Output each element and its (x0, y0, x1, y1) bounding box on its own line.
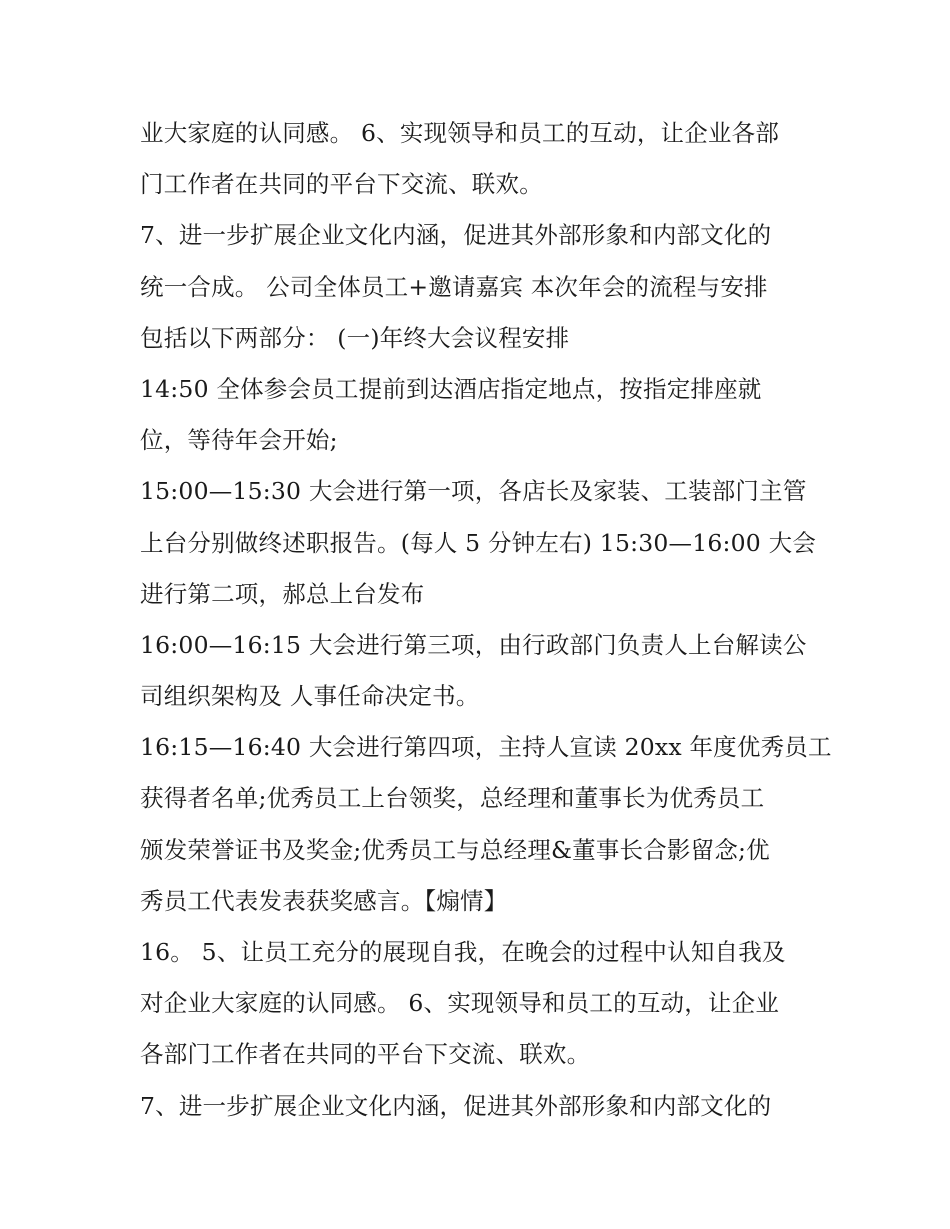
text-line: 16:00—16:15 大会进行第三项，由行政部门负责人上台解读公 (140, 630, 807, 659)
text-line: 门工作者在共同的平台下交流、联欢。 (140, 170, 543, 199)
text-line: 上台分别做终述职报告。(每人 5 分钟左右) 15:30—16:00 大会 (140, 528, 817, 557)
text-line: 各部门工作者在共同的平台下交流、联欢。 (140, 1040, 591, 1069)
text-line: 业大家庭的认同感。 6、实现领导和员工的互动，让企业各部 (140, 119, 780, 147)
text-line: 包括以下两部分： (一)年终大会议程安排 (140, 323, 570, 352)
text-line: 16:15—16:40 大会进行第四项，主持人宣读 20xx 年度优秀员工 (140, 733, 832, 762)
text-line: 14:50 全体参会员工提前到达酒店指定地点，按指定排座就 (140, 374, 762, 403)
text-line: 获得者名单;优秀员工上台领奖，总经理和董事长为优秀员工 (140, 784, 765, 813)
text-line: 统一合成。 公司全体员工+邀请嘉宾 本次年会的流程与安排 (140, 272, 768, 301)
document-body (140, 108, 832, 1132)
text-line: 15:00—15:30 大会进行第一项，各店长及家装、工装部门主管 (140, 477, 807, 506)
text-line: 司组织架构及 人事任命决定书。 (140, 682, 480, 711)
text-line: 进行第二项，郝总上台发布 (140, 579, 425, 608)
text-line: 16。 5、让员工充分的展现自我，在晚会的过程中认知自我及 (140, 938, 786, 966)
text-line: 7、进一步扩展企业文化内涵，促进其外部形象和内部文化的 (140, 221, 772, 250)
text-line: 7、进一步扩展企业文化内涵，促进其外部形象和内部文化的 (140, 1091, 772, 1120)
text-line: 颁发荣誉证书及奖金;优秀员工与总经理&董事长合影留念;优 (140, 835, 770, 864)
text-line: 秀员工代表发表获奖感言。【煽情】 (140, 886, 508, 915)
text-line: 位，等待年会开始; (140, 426, 338, 455)
text-line: 对企业大家庭的认同感。 6、实现领导和员工的互动，让企业 (140, 989, 780, 1018)
